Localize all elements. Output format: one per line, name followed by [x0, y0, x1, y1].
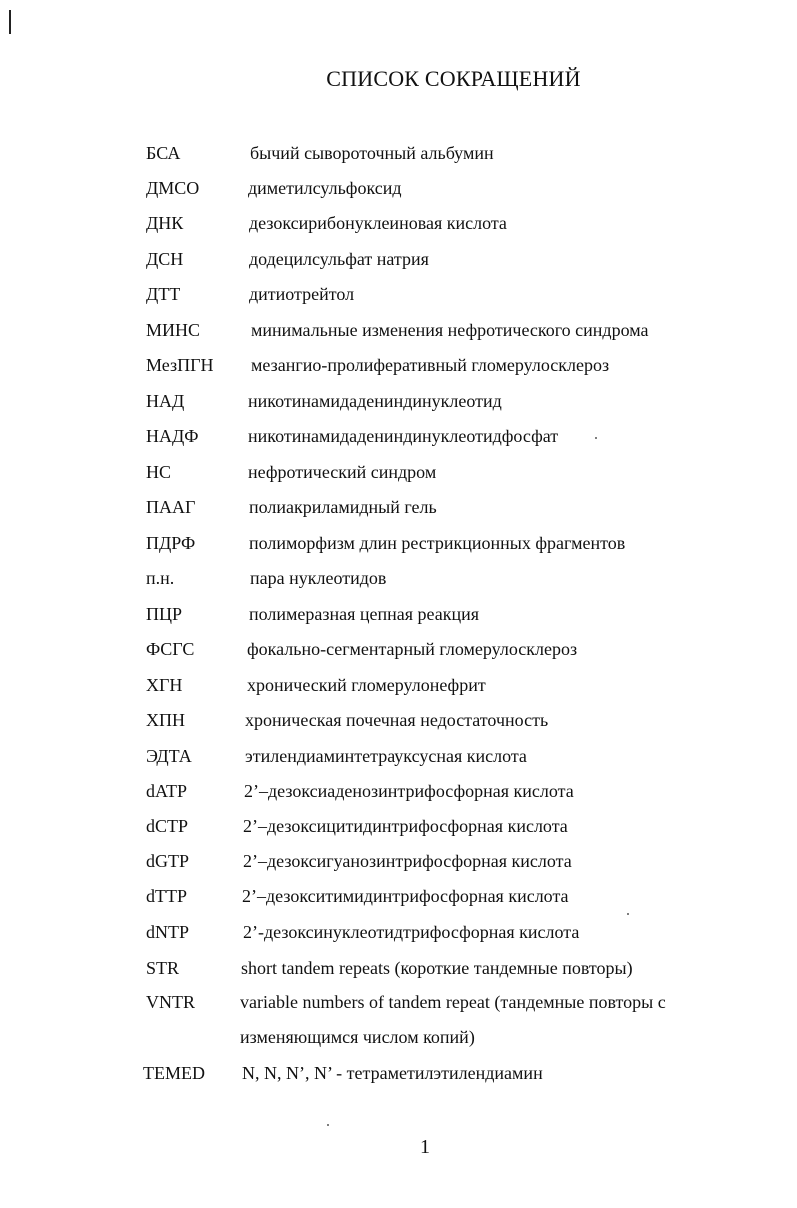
definition: 2’–дезокситимидинтрифосфорная кислота [242, 886, 569, 906]
definition: никотинамидадениндинуклеотид [248, 391, 502, 411]
list-item [0, 917, 797, 947]
definition: полиморфизм длин рестрикционных фрагментов [249, 533, 626, 553]
list-item [0, 528, 797, 558]
list-item [0, 741, 797, 771]
abbreviation: dGTP [146, 851, 190, 871]
abbreviation: ПААГ [146, 497, 196, 517]
abbreviation: ФСГС [146, 639, 195, 659]
abbreviation: dNTP [146, 922, 190, 942]
abbreviation: п.н. [146, 568, 175, 588]
abbreviation: VNTR [146, 992, 195, 1012]
abbreviation: ХГН [146, 675, 183, 695]
definition: полиакриламидный гель [249, 497, 437, 517]
list-item [0, 244, 797, 274]
list-item [0, 173, 797, 203]
abbreviation: ДНК [146, 213, 184, 233]
definition: бычий сывороточный альбумин [250, 143, 494, 163]
list-item [0, 634, 797, 664]
definition: 2’-дезоксинуклеотидтрифосфорная кислота [243, 922, 580, 942]
definition-continuation: изменяющимся числом копий) [240, 1027, 475, 1047]
abbreviation: ПДРФ [146, 533, 196, 553]
definition: мезангио-пролиферативный гломерулосклероз [251, 355, 610, 375]
abbreviation: TEMED [143, 1063, 205, 1083]
abbreviation: БСА [146, 143, 181, 163]
definition: variable numbers of tandem repeat (тандемные повторы с [240, 992, 666, 1012]
definition: дитиотрейтол [249, 284, 355, 304]
list-item [0, 670, 797, 700]
list-item [0, 846, 797, 876]
abbreviation: НАДФ [146, 426, 199, 446]
definition: минимальные изменения нефротического синдрома [251, 320, 649, 340]
list-item [0, 386, 797, 416]
abbreviation: STR [146, 958, 180, 978]
scan-speck [627, 913, 629, 915]
list-item [0, 705, 797, 735]
abbreviation: ЭДТА [146, 746, 192, 766]
definition: short tandem repeats (короткие тандемные повторы) [241, 958, 633, 978]
list-item [0, 987, 797, 1017]
list-item [0, 457, 797, 487]
list-item [0, 811, 797, 841]
list-item [0, 881, 797, 911]
definition: дезоксирибонуклеиновая кислота [249, 213, 507, 233]
scan-speck [327, 1124, 329, 1126]
list-item [0, 563, 797, 593]
abbreviation: НС [146, 462, 172, 482]
definition: диметилсульфоксид [248, 178, 402, 198]
definition: полимеразная цепная реакция [249, 604, 480, 624]
abbreviation: ДСН [146, 249, 184, 269]
definition: хронический гломерулонефрит [247, 675, 486, 695]
abbreviation: ХПН [146, 710, 185, 730]
list-item [0, 279, 797, 309]
list-item [0, 421, 797, 451]
abbreviation: dATP [146, 781, 188, 801]
definition: 2’–дезоксицитидинтрифосфорная кислота [243, 816, 568, 836]
list-item [0, 599, 797, 629]
list-item [0, 315, 797, 345]
definition: пара нуклеотидов [250, 568, 387, 588]
definition: никотинамидадениндинуклеотидфосфат [248, 426, 559, 446]
definition: 2’–дезоксиаденозинтрифосфорная кислота [244, 781, 574, 801]
scan-speck [595, 437, 597, 439]
list-item [0, 350, 797, 380]
abbreviation: ДМСО [146, 178, 200, 198]
abbreviation: dCTP [146, 816, 189, 836]
definition: 2’–дезоксигуанозинтрифосфорная кислота [243, 851, 572, 871]
list-item [0, 138, 797, 168]
page-title: СПИСОК СОКРАЩЕНИЙ [326, 66, 581, 91]
abbreviation: НАД [146, 391, 185, 411]
definition: N, N, N’, N’ - тетраметилэтилендиамин [242, 1063, 543, 1083]
definition: нефротический синдром [248, 462, 437, 482]
list-item [0, 776, 797, 806]
list-item [0, 492, 797, 522]
list-item [0, 953, 797, 983]
definition: додецилсульфат натрия [249, 249, 429, 269]
abbreviation: МИНС [146, 320, 201, 340]
page-number: 1 [420, 1136, 430, 1158]
definition: фокально-сегментарный гломерулосклероз [247, 639, 578, 659]
abbreviation: ПЦР [146, 604, 183, 624]
abbreviation: ДТТ [146, 284, 181, 304]
abbreviation: dTTP [146, 886, 188, 906]
definition: этилендиаминтетрауксусная кислота [245, 746, 527, 766]
list-item [0, 1058, 797, 1088]
definition: хроническая почечная недостаточность [245, 710, 549, 730]
abbreviation: МезПГН [146, 355, 214, 375]
list-item [0, 208, 797, 238]
